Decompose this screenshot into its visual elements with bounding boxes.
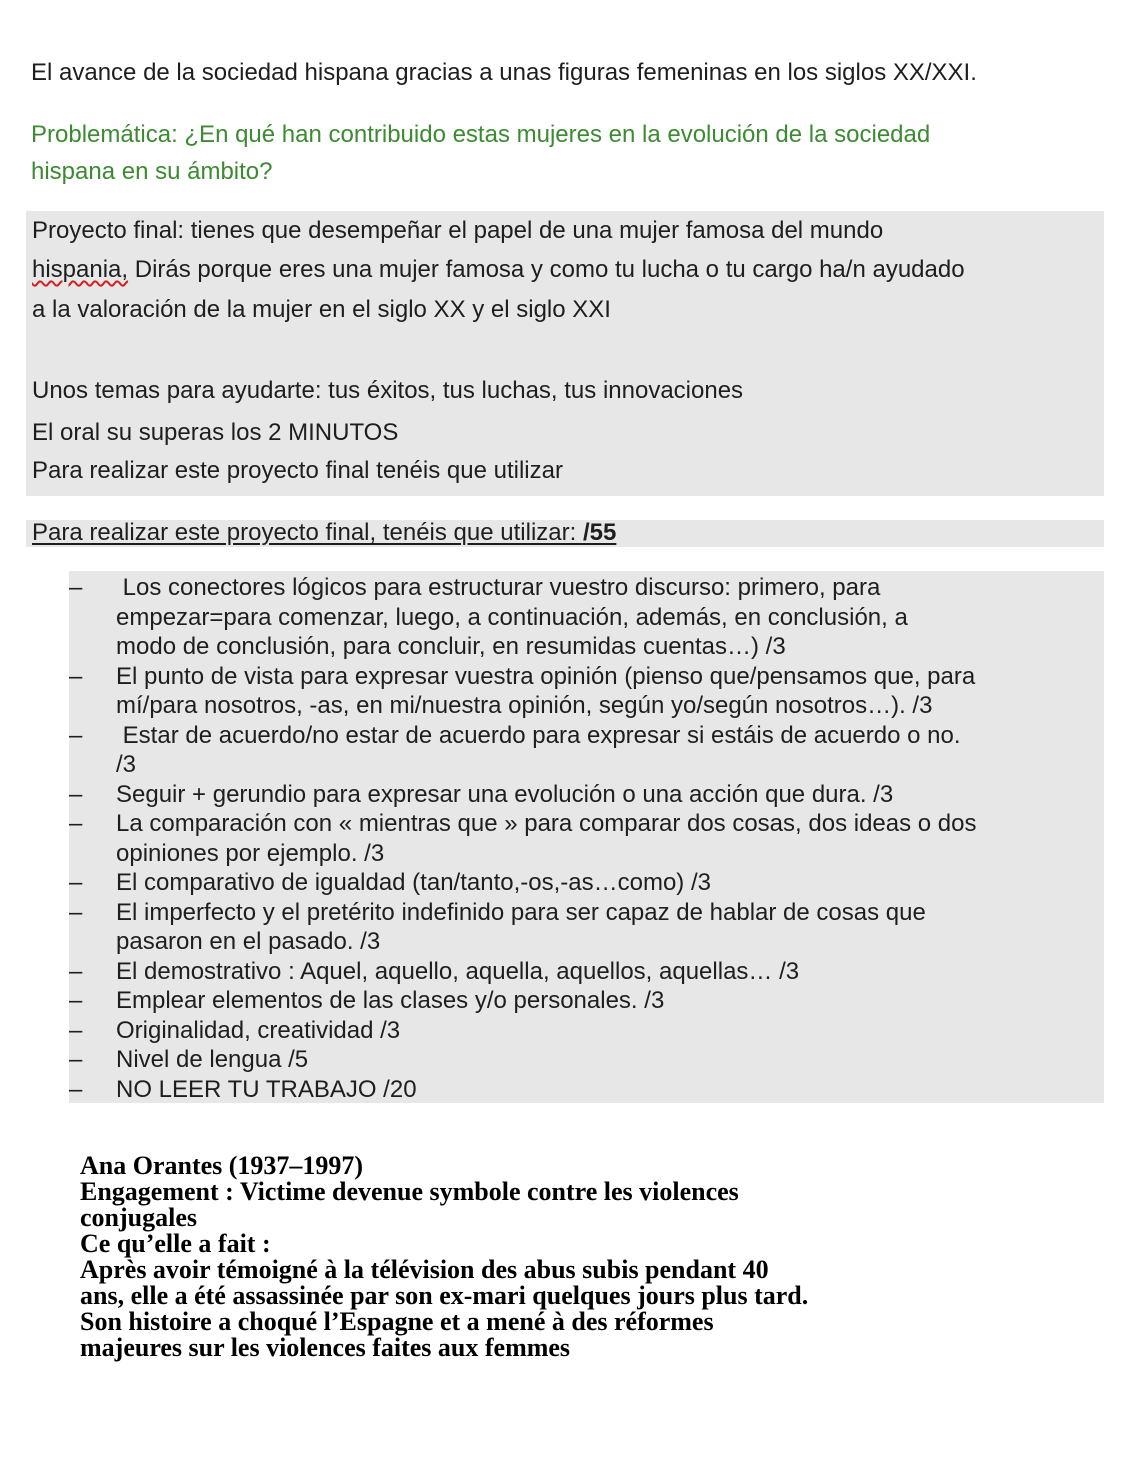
project-description-box bbox=[26, 211, 1104, 496]
criteria-item-line: modo de conclusión, para concluir, en resumidas cuentas…) /3 bbox=[116, 633, 786, 660]
criteria-item bbox=[69, 573, 1099, 662]
bio-fait-line-4: majeures sur les violences faites aux femmes bbox=[80, 1333, 571, 1362]
project-temas: Unos temas para ayudarte: tus éxitos, tus luchas, tus innovaciones bbox=[32, 377, 744, 404]
problematica bbox=[31, 116, 1091, 190]
criteria-heading-text: Para realizar este proyecto final, tenéis que utilizar: bbox=[32, 519, 583, 546]
bullet-dash: – bbox=[69, 721, 83, 749]
project-line-3: a la valoración de la mujer en el siglo XX y el siglo XXI bbox=[32, 296, 611, 323]
bio-fait-line-2: ans, elle a été assassinée par son ex-mari quelques jours plus tard. bbox=[80, 1281, 809, 1310]
criteria-item bbox=[69, 898, 1099, 957]
criteria-item-line: Estar de acuerdo/no estar de acuerdo para expresar si estáis de acuerdo o no. bbox=[116, 721, 961, 749]
problematica-line-2: hispana en su ámbito? bbox=[31, 158, 273, 185]
bio-fait-line-3: Son histoire a choqué l’Espagne et a mené à des réformes bbox=[80, 1307, 714, 1336]
project-line-2 bbox=[32, 255, 965, 285]
criteria-item-line: Seguir + gerundio para expresar una evolución o una acción que dura. /3 bbox=[116, 780, 894, 808]
bullet-dash: – bbox=[69, 780, 83, 808]
bullet-dash: – bbox=[69, 869, 83, 896]
criteria-item bbox=[69, 868, 1099, 898]
bullet-dash: – bbox=[69, 574, 83, 601]
criteria-total-score: /55 bbox=[582, 519, 617, 546]
criteria-list bbox=[69, 571, 1104, 1103]
criteria-item-line: El demostrativo : Aquel, aquello, aquella, aquellos, aquellas… /3 bbox=[116, 957, 800, 985]
criteria-item-line: opiniones por ejemplo. /3 bbox=[116, 839, 385, 867]
project-line-2-rest: Dirás porque eres una mujer famosa y como tu lucha o tu cargo ha/n ayudado bbox=[128, 256, 965, 283]
bio-fait-line-1: Après avoir témoigné à la télévision des abus subis pendant 40 bbox=[80, 1255, 769, 1284]
project-realizar: Para realizar este proyecto final tenéis que utilizar bbox=[32, 457, 563, 484]
criteria-item-line: empezar=para comenzar, luego, a continuación, además, en conclusión, a bbox=[116, 603, 908, 631]
criteria-item-line: El punto de vista para expresar vuestra opinión (pienso que/pensamos que, para bbox=[116, 662, 976, 690]
bio-name: Ana Orantes (1937–1997) bbox=[80, 1151, 364, 1180]
criteria-heading bbox=[32, 519, 616, 547]
bio-engagement-line-2: conjugales bbox=[80, 1203, 197, 1232]
bullet-dash: – bbox=[69, 987, 83, 1014]
criteria-item-line: NO LEER TU TRABAJO /20 bbox=[116, 1075, 417, 1103]
criteria-item bbox=[69, 809, 1099, 868]
criteria-item-line: Nivel de lengua /5 bbox=[116, 1046, 309, 1073]
project-oral: El oral su superas los 2 MINUTOS bbox=[32, 419, 399, 446]
spelling-flagged-word: hispania, bbox=[32, 256, 129, 283]
criteria-item bbox=[69, 662, 1099, 721]
criteria-item-line: /3 bbox=[116, 751, 137, 778]
bio-ana-orantes bbox=[80, 1153, 880, 1361]
bullet-dash: – bbox=[69, 810, 83, 837]
bullet-dash: – bbox=[69, 1075, 83, 1103]
criteria-heading-bar bbox=[26, 520, 1104, 547]
bullet-dash: – bbox=[69, 957, 83, 985]
criteria-item-line: pasaron en el pasado. /3 bbox=[116, 928, 381, 955]
criteria-item-line: La comparación con « mientras que » para comparar dos cosas, dos ideas o dos bbox=[116, 810, 977, 837]
page-title: El avance de la sociedad hispana gracias a unas figuras femeninas en los siglos XX/XXI. bbox=[31, 59, 977, 86]
criteria-item bbox=[69, 780, 1099, 810]
criteria-item bbox=[69, 1016, 1099, 1046]
criteria-item bbox=[69, 1075, 1099, 1105]
criteria-item-line: Originalidad, creatividad /3 bbox=[116, 1016, 401, 1044]
bullet-dash: – bbox=[69, 1016, 83, 1044]
criteria-item-line: Emplear elementos de las clases y/o personales. /3 bbox=[116, 987, 665, 1014]
problematica-line-1: Problemática: ¿En qué han contribuido estas mujeres en la evolución de la sociedad bbox=[31, 121, 931, 148]
criteria-item-line: Los conectores lógicos para estructurar vuestro discurso: primero, para bbox=[116, 574, 881, 601]
criteria-item bbox=[69, 721, 1099, 780]
bullet-dash: – bbox=[69, 662, 83, 690]
bio-fait-label: Ce qu’elle a fait : bbox=[80, 1229, 271, 1258]
criteria-item-line: El comparativo de igualdad (tan/tanto,-os,-as…como) /3 bbox=[116, 869, 711, 896]
bullet-dash: – bbox=[69, 898, 83, 926]
criteria-item bbox=[69, 986, 1099, 1016]
criteria-item bbox=[69, 1045, 1099, 1075]
project-line-1: Proyecto final: tienes que desempeñar el papel de una mujer famosa del mundo bbox=[32, 217, 884, 244]
bullet-dash: – bbox=[69, 1046, 83, 1073]
criteria-item-line: mí/para nosotros, -as, en mi/nuestra opinión, según yo/según nosotros…). /3 bbox=[116, 692, 933, 719]
criteria-item bbox=[69, 957, 1099, 987]
bio-engagement-line-1: Engagement : Victime devenue symbole contre les violences bbox=[80, 1177, 739, 1206]
criteria-item-line: El imperfecto y el pretérito indefinido para ser capaz de hablar de cosas que bbox=[116, 898, 926, 926]
